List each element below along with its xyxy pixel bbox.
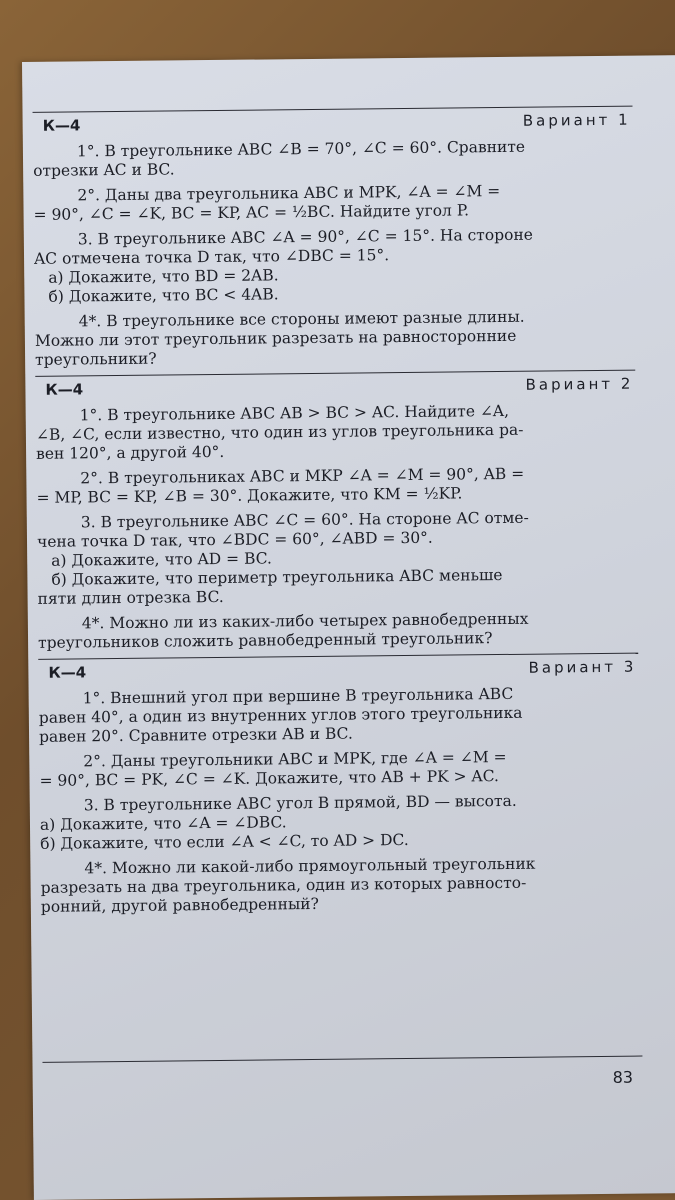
v1-line: а) Докажите, что BD = 2AB. — [48, 266, 279, 287]
v3-line: 3. В треугольнике ABC угол B прямой, BD — высота. — [83, 791, 517, 815]
variant-3-section — [38, 654, 641, 917]
v2-line: = MP, BC = KP, ∠B = 30°. Докажите, что KM = ½KP. — [36, 484, 463, 507]
v2-line: б) Докажите, что периметр треугольника ABC меньше — [51, 565, 503, 589]
v1-line: 1°. В треугольнике ABC ∠B = 70°, ∠C = 60°. Сравните — [76, 137, 526, 161]
variant-3-title: Вариант 3 — [528, 657, 637, 677]
v2-line: вен 120°, а другой 40°. — [36, 442, 225, 463]
v1-line: отрезки AC и BC. — [33, 160, 175, 180]
variant-1-header — [33, 111, 633, 139]
v2-line: 4*. Можно ли из каких-либо четырех равнобедренных — [81, 609, 529, 633]
v3-line: разрезать на два треугольника, один из которых равносто- — [40, 873, 527, 897]
bottom-rule — [42, 1056, 642, 1063]
v2-line: 3. В треугольнике ABC ∠C = 60°. На стороне AC отме- — [80, 508, 529, 532]
v1-line: 3. В треугольнике ABC ∠A = 90°, ∠C = 15°. На стороне — [77, 225, 534, 249]
v1-line: треугольники? — [35, 349, 157, 369]
variant-3-header — [38, 658, 638, 686]
v3-line: = 90°, BC = PK, ∠C = ∠K. Докажите, что AB + PK > AC. — [39, 767, 500, 790]
v1-line: 4*. В треугольнике все стороны имеют разные длины. — [78, 307, 525, 331]
v3-line: а) Докажите, что ∠A = ∠DBC. — [39, 813, 287, 834]
variant-2-title: Вариант 2 — [525, 374, 634, 394]
v1-line: Можно ли этот треугольник разрезать на равносторонние — [34, 326, 517, 350]
page-number: 83 — [612, 1067, 634, 1087]
variant-3-code: К—4 — [48, 663, 87, 682]
v2-line: 1°. В треугольнике ABC AB > BC > AC. Найдите ∠A, — [79, 401, 510, 425]
v3-line: 2°. Даны треугольники ABC и MPK, где ∠A = ∠M = — [83, 747, 507, 771]
paper-page — [22, 55, 675, 1200]
v3-line: б) Докажите, что если ∠A < ∠C, то AD > DC. — [40, 830, 409, 853]
v3-line: ронний, другой равнобедренный? — [40, 894, 319, 916]
v2-line: чена точка D так, что ∠BDC = 60°, ∠ABD = 30°. — [36, 528, 433, 551]
v1-line: 2°. Даны два треугольника ABC и MPK, ∠A = ∠M = — [77, 181, 501, 205]
v2-line: 2°. В треугольниках ABC и MKP ∠A = ∠M = 90°, AB = — [80, 464, 525, 488]
variant-2-section — [35, 371, 638, 653]
v3-line: 1°. Внешний угол при вершине B треугольника ABC — [82, 684, 514, 708]
variant-1-section — [33, 107, 636, 370]
v1-line: б) Докажите, что BC < 4AB. — [48, 285, 279, 306]
v3-line: равен 40°, а один из внутренних углов этого треугольника — [38, 703, 523, 727]
v1-line: AC отмечена точка D так, что ∠DBC = 15°. — [33, 246, 390, 268]
variant-1-code: К—4 — [42, 116, 81, 135]
v2-line: треугольников сложить равнобедренный треугольник? — [37, 629, 493, 652]
v2-line: а) Докажите, что AD = BC. — [51, 549, 273, 570]
variant-1-title: Вариант 1 — [522, 110, 631, 130]
v2-line: пяти длин отрезка BC. — [37, 587, 224, 608]
v3-line: равен 20°. Сравните отрезки AB и BC. — [38, 724, 353, 746]
v2-line: ∠B, ∠C, если известно, что один из углов треугольника ра- — [35, 420, 524, 444]
variant-2-code: К—4 — [45, 380, 84, 399]
variant-2-header — [35, 375, 635, 403]
v3-line: 4*. Можно ли какой-либо прямоугольный треугольник — [84, 854, 536, 878]
worksheet — [33, 106, 641, 923]
v1-line: = 90°, ∠C = ∠K, BC = KP, AC = ½BC. Найдите угол P. — [33, 201, 470, 224]
